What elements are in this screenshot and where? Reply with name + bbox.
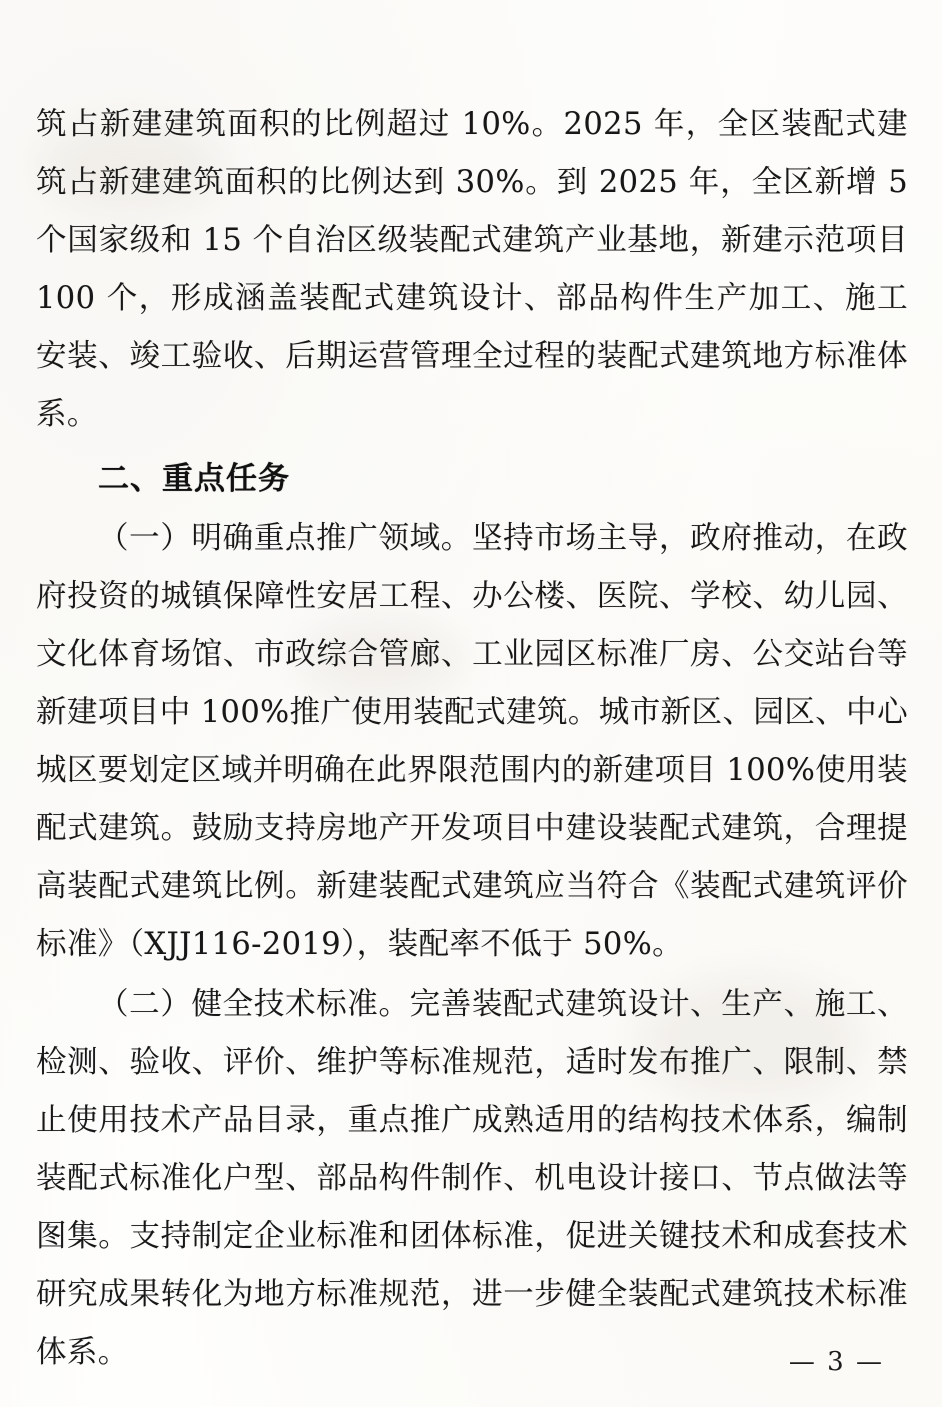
paragraph-item-one: （一）明确重点推广领域。坚持市场主导，政府推动，在政府投资的城镇保障性安居工程、办公楼、医院、学校、幼儿园、文化体育场馆、市政综合管廊、工业园区标准厂房、公交站台等新建项目中 100%推广使用装配式建筑。城市新区、园区、中心城区要划定区域并明确在此界限范围内的新建项目 100%使用装配式建筑。鼓励支持房地产开发项目中建设装配式建筑，合理提高装配式建筑比例。新建装配式建筑应当符合《装配式建筑评价标准》（XJJ116-2019），装配率不低于 50%。 [36,521,908,962]
page-number: — 3 — [788,1347,884,1377]
paragraph-continuation: 筑占新建建筑面积的比例超过 10%。2025 年，全区装配式建筑占新建建筑面积的比例达到 30%。到 2025 年，全区新增 5 个国家级和 15 个自治区级装配式建筑产业基地，新建示范项目 100 个，形成涵盖装配式建筑设计、部品构件生产加工、施工安装、竣工验收、后期运营管理全过程的装配式建筑地方标准体系。 [36,107,908,432]
heading-section-two: 二、重点任务 [98,461,290,497]
paragraph-item-two: （二）健全技术标准。完善装配式建筑设计、生产、施工、检测、验收、评价、维护等标准规范，适时发布推广、限制、禁止使用技术产品目录，重点推广成熟适用的结构技术体系，编制装配式标准化户型、部品构件制作、机电设计接口、节点做法等图集。支持制定企业标准和团体标准，促进关键技术和成套技术研究成果转化为地方标准规范，进一步健全装配式建筑技术标准体系。 [36,987,908,1370]
document-body [36,96,908,1384]
